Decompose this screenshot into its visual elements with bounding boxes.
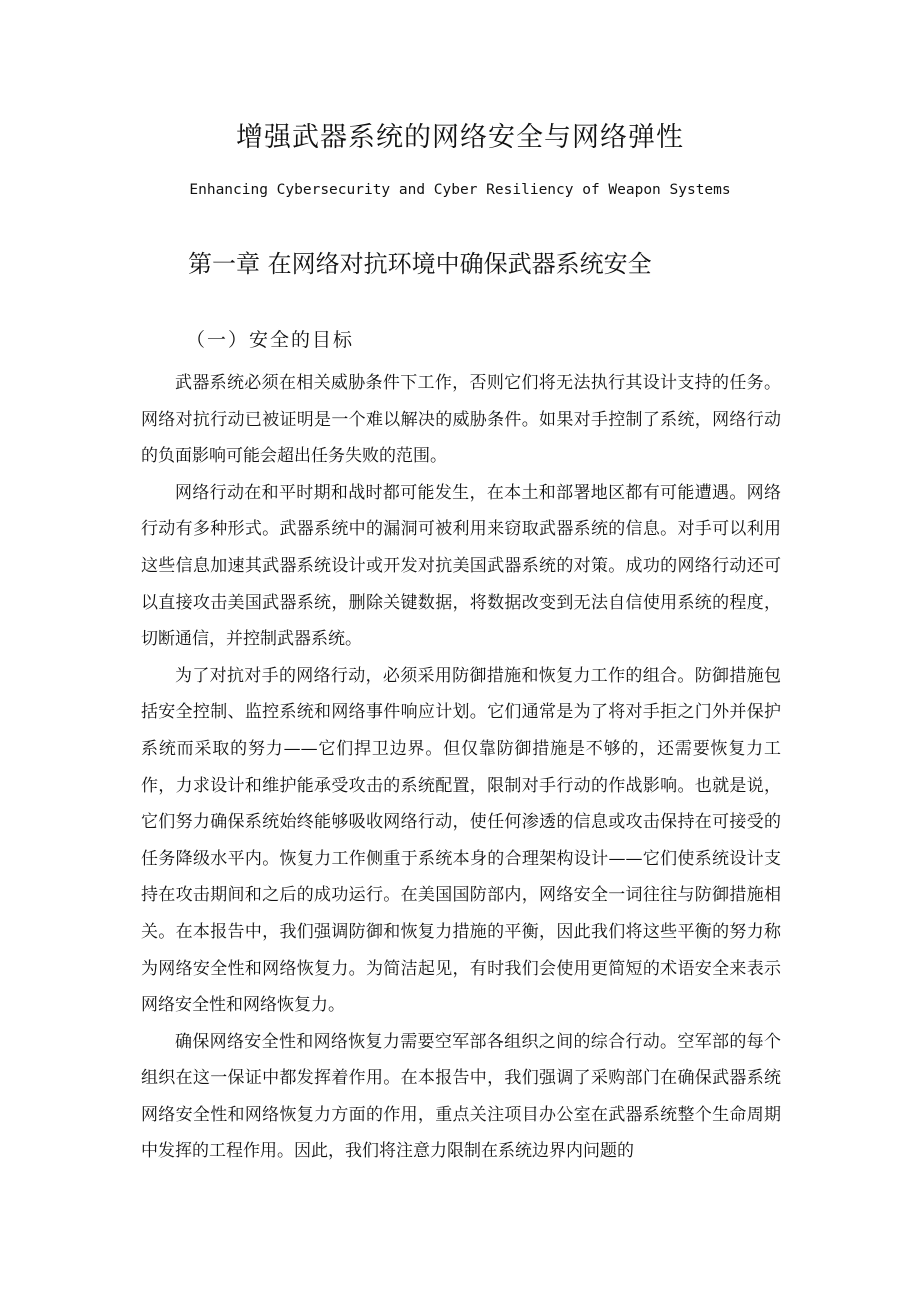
paragraph-4: 确保网络安全性和网络恢复力需要空军部各组织之间的综合行动。空军部的每个组织在这一保证中都发挥着作用。在本报告中，我们强调了采购部门在确保武器系统网络安全性和网络恢复力方面的作用，重点关注项目办公室在武器系统整个生命周期中发挥的工程作用。因此，我们将注意力限制在系统边界内问题的 [141,1031,781,1162]
paragraph-1: 武器系统必须在相关威胁条件下工作，否则它们将无法执行其设计支持的任务。网络对抗行动已被证明是一个难以解决的威胁条件。如果对手控制了系统，网络行动的负面影响可能会超出任务失败的范围。 [141,373,781,467]
chapter-heading: 第一章 在网络对抗环境中确保武器系统安全 [188,250,652,278]
section-heading: （一）安全的目标 [186,329,355,351]
paragraph-2: 网络行动在和平时期和战时都可能发生，在本土和部署地区都有可能遭遇。网络行动有多种形式。武器系统中的漏洞可被利用来窃取武器系统的信息。对手可以利用这些信息加速其武器系统设计或开发对抗美国武器系统的对策。成功的网络行动还可以直接攻击美国武器系统，删除关键数据，将数据改变到无法自信使用系统的程度，切断通信，并控制武器系统。 [141,482,781,650]
document-title: 增强武器系统的网络安全与网络弹性 [236,122,684,153]
document-subtitle: Enhancing Cybersecurity and Cyber Resiliency of Weapon Systems [189,182,731,198]
body-text [141,365,781,1170]
paragraph-3: 为了对抗对手的网络行动，必须采用防御措施和恢复力工作的组合。防御措施包括安全控制、监控系统和网络事件响应计划。它们通常是为了将对手拒之门外并保护系统而采取的努力——它们捍卫边界。但仅靠防御措施是不够的，还需要恢复力工作，力求设计和维护能承受攻击的系统配置，限制对手行动的作战影响。也就是说，它们努力确保系统始终能够吸收网络行动，使任何渗透的信息或攻击保持在可接受的任务降级水平内。恢复力工作侧重于系统本身的合理架构设计——它们使系统设计支持在攻击期间和之后的成功运行。在美国国防部内，网络安全一词往往与防御措施相关。在本报告中，我们强调防御和恢复力措施的平衡，因此我们将这些平衡的努力称为网络安全性和网络恢复力。为简洁起见，有时我们会使用更简短的术语安全来表示网络安全性和网络恢复力。 [141,665,781,1016]
